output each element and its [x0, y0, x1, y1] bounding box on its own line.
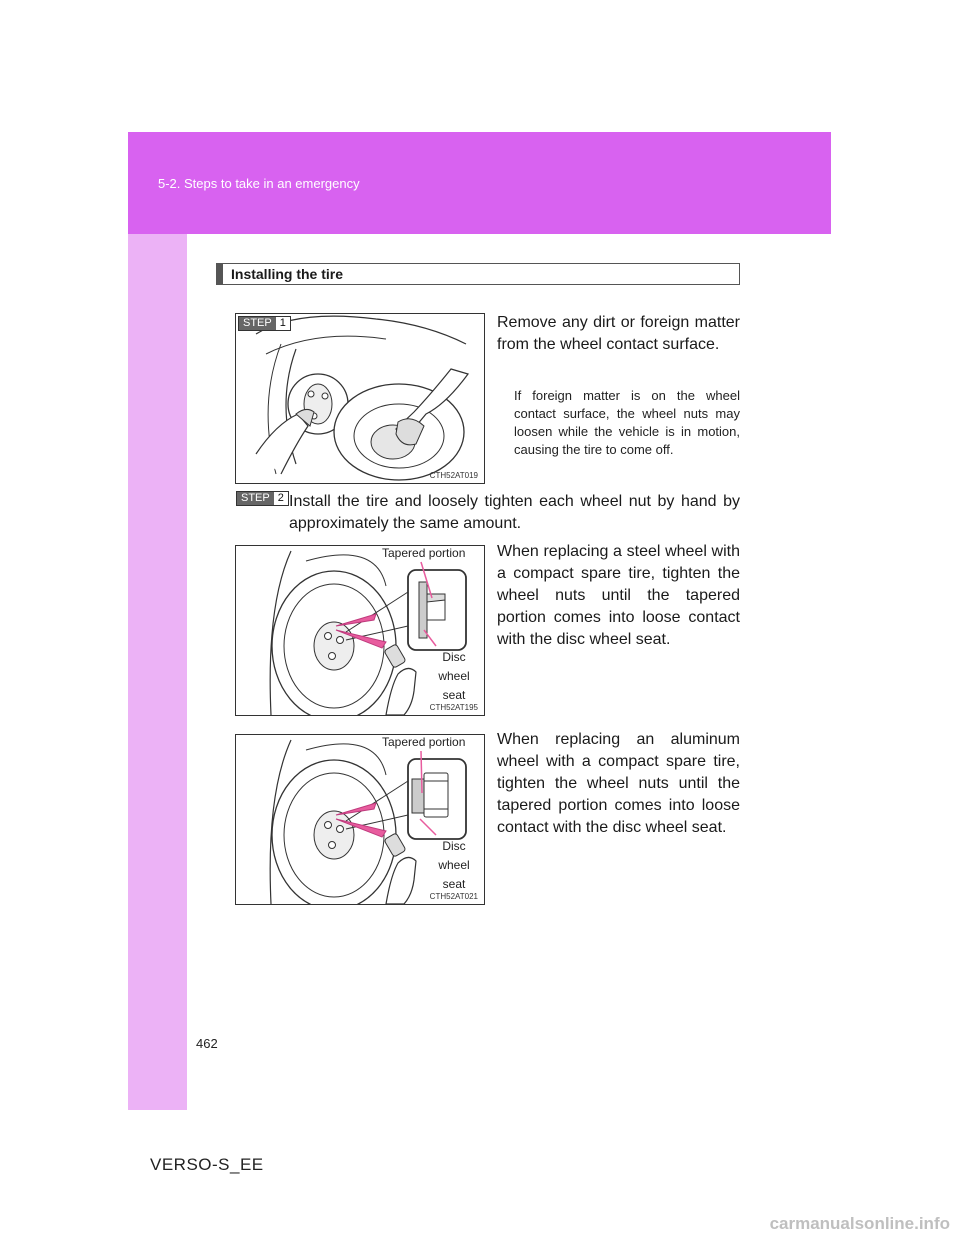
section-title-box: [216, 263, 740, 285]
callout-line: wheel: [438, 669, 470, 683]
footer-model: VERSO-S_EE: [150, 1155, 264, 1174]
step1-badge: [238, 316, 291, 331]
step1-note: If foreign matter is on the wheel contact surface, the wheel nuts may loosen while the vehicle is in motion, causing the tire to come off.: [514, 388, 740, 457]
wiping-wheel-illustration: [236, 314, 484, 483]
step2-badge-number: 2: [274, 492, 288, 505]
side-band: [128, 234, 187, 1110]
step2-badge-label: STEP: [237, 492, 274, 505]
step1-text: Remove any dirt or foreign matter from the wheel contact surface.: [497, 314, 740, 353]
aluminum-wheel-text: When replacing an aluminum wheel with a compact spare tire, tighten the wheel nuts until the tapered portion comes into loose contact with the disc wheel seat.: [497, 731, 740, 836]
section-title-bar: [217, 264, 223, 284]
step2-text: Install the tire and loosely tighten each wheel nut by hand by approximately the same amount.: [289, 493, 740, 532]
figure-code: CTH52AT195: [429, 703, 478, 712]
disc-wheel-seat-label: [434, 837, 474, 894]
callout-line: seat: [442, 877, 466, 891]
step1-badge-label: STEP: [239, 317, 276, 330]
callout-line: Disc: [442, 650, 466, 664]
figure-code: CTH52AT021: [429, 892, 478, 901]
step2-badge: [236, 491, 289, 506]
watermark[interactable]: carmanualsonline.info: [769, 1214, 950, 1233]
steel-wheel-figure: [235, 545, 485, 716]
steel-wheel-text: When replacing a steel wheel with a compact spare tire, tighten the wheel nuts until the tapered portion comes into loose contact with the disc wheel seat.: [497, 543, 740, 648]
disc-wheel-seat-label: [434, 648, 474, 705]
step1-figure: [235, 313, 485, 484]
callout-line: Disc: [442, 839, 466, 853]
section-title: Installing the tire: [231, 266, 344, 282]
chapter-heading: 5-2. Steps to take in an emergency: [158, 176, 360, 191]
page-number: 462: [196, 1036, 218, 1051]
step1-badge-number: 1: [276, 317, 290, 330]
callout-line: wheel: [438, 858, 470, 872]
figure-code: CTH52AT019: [429, 471, 478, 480]
aluminum-wheel-figure: [235, 734, 485, 905]
callout-line: seat: [442, 688, 466, 702]
tapered-portion-label: Tapered portion: [382, 546, 466, 560]
tapered-portion-label: Tapered portion: [382, 735, 466, 749]
